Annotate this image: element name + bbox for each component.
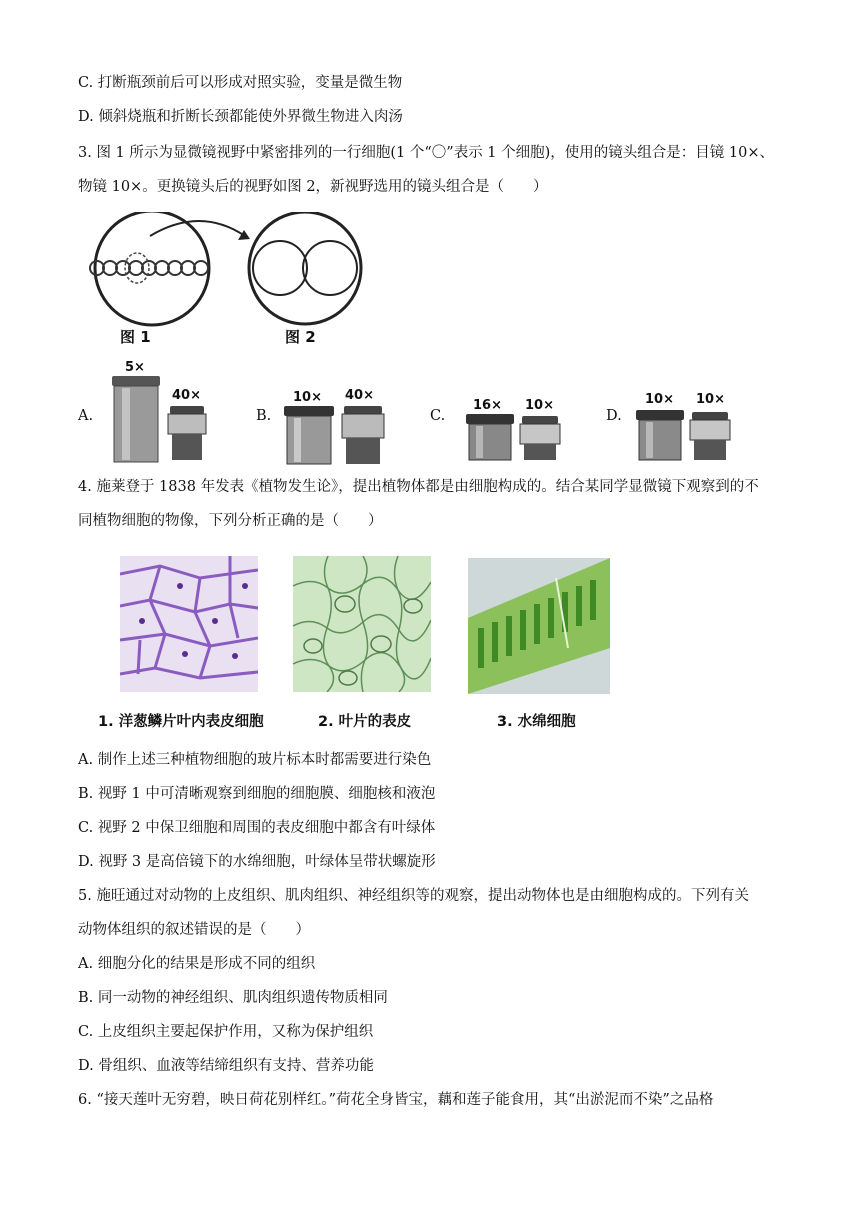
- q4-option-b: B. 视野 1 中可清晰观察到细胞的细胞膜、细胞核和液泡: [78, 786, 436, 802]
- enlarged-cell-right: [303, 241, 357, 295]
- q4-option-d: D. 视野 3 是高倍镜下的水绵细胞，叶绿体呈带状螺旋形: [78, 854, 436, 870]
- option-d-letter: D.: [606, 408, 622, 424]
- eyepiece-icon: [469, 424, 511, 460]
- option-b-eyepiece-label: 10×: [293, 390, 322, 405]
- q5-stem-line2: 动物体组织的叙述错误的是（ ）: [78, 922, 310, 938]
- figure-2-caption: 图 2: [285, 328, 316, 346]
- eyepiece-icon: [639, 420, 681, 460]
- q2-option-c: C. 打断瓶颈前后可以形成对照实验，变量是微生物: [78, 75, 403, 91]
- onion-epidermis-micrograph: [120, 556, 258, 692]
- q4-option-c: C. 视野 2 中保卫细胞和周围的表皮细胞中都含有叶绿体: [78, 820, 436, 836]
- option-c-lens-pair: [466, 414, 566, 466]
- leaf-epidermis-micrograph: [293, 556, 431, 692]
- option-b-objective-label: 40×: [345, 388, 374, 403]
- option-d-lens-pair: [636, 410, 736, 466]
- eyepiece-cap: [112, 376, 160, 386]
- eyepiece-cap: [636, 410, 684, 420]
- q5-stem-line1: 5. 施旺通过对动物的上皮组织、肌肉组织、神经组织等的观察，提出动物体也是由细胞构成的。下列有关: [78, 888, 749, 904]
- q5-option-b: B. 同一动物的神经组织、肌肉组织遗传物质相同: [78, 990, 388, 1006]
- q4-stem-line1: 4. 施莱登于 1838 年发表《植物发生论》，提出植物体都是由细胞构成的。结合某同学显微镜下观察到的不: [78, 479, 759, 495]
- objective-icon: [520, 424, 560, 444]
- eyepiece-cap: [284, 406, 334, 416]
- objective-icon: [690, 420, 730, 440]
- option-c-objective-label: 10×: [525, 398, 554, 413]
- objective-icon: [342, 414, 384, 438]
- field-of-view-1: [95, 212, 209, 325]
- spirogyra-micrograph: [468, 558, 610, 694]
- spirogyra-drawing: [468, 558, 610, 694]
- onion-cells-drawing: [120, 556, 258, 692]
- q5-option-c: C. 上皮组织主要起保护作用，又称为保护组织: [78, 1024, 374, 1040]
- q3-stem-line2: 物镜 10×。更换镜头后的视野如图 2，新视野选用的镜头组合是（ ）: [78, 179, 548, 195]
- option-c-eyepiece-label: 16×: [473, 398, 502, 413]
- option-a-letter: A.: [78, 408, 94, 424]
- q6-stem-line1: 6. “接天莲叶无穷碧，映日荷花别样红。”荷花全身皆宝，藕和莲子能食用，其“出淤泥而不染”之品格: [78, 1092, 714, 1108]
- option-a-lens-pair: [108, 376, 208, 466]
- q2-option-d: D. 倾斜烧瓶和折断长颈都能使外界微生物进入肉汤: [78, 109, 403, 125]
- q5-option-a: A. 细胞分化的结果是形成不同的组织: [78, 956, 316, 972]
- option-d-eyepiece-label: 10×: [645, 392, 674, 407]
- option-d-objective-label: 10×: [696, 392, 725, 407]
- eyepiece-icon: [114, 386, 158, 462]
- option-c-letter: C.: [430, 408, 446, 424]
- q3-stem-line1: 3. 图 1 所示为显微镜视野中紧密排列的一行细胞(1 个“〇”表示 1 个细胞)，使用的镜头组合是：目镜 10×、: [78, 145, 775, 161]
- option-a-eyepiece-label: 5×: [125, 360, 145, 375]
- micrograph-2-caption: 2. 叶片的表皮: [318, 714, 412, 730]
- q5-option-d: D. 骨组织、血液等结缔组织有支持、营养功能: [78, 1058, 374, 1074]
- q4-option-a: A. 制作上述三种植物细胞的玻片标本时都需要进行染色: [78, 752, 432, 768]
- micrograph-3-caption: 3. 水绵细胞: [497, 714, 576, 730]
- arrow-head: [238, 230, 250, 240]
- micrograph-1-caption: 1. 洋葱鳞片叶内表皮细胞: [98, 714, 264, 730]
- eyepiece-icon: [287, 416, 331, 464]
- option-b-letter: B.: [256, 408, 272, 424]
- leaf-cells-drawing: [293, 556, 431, 692]
- option-a-objective-label: 40×: [172, 388, 201, 403]
- figure-1-caption: 图 1: [120, 328, 151, 346]
- q4-stem-line2: 同植物细胞的物像，下列分析正确的是（ ）: [78, 513, 383, 529]
- objective-icon: [168, 414, 206, 434]
- option-b-lens-pair: [284, 406, 389, 468]
- enlarged-cell-left: [253, 241, 307, 295]
- field-of-view-2: [249, 212, 361, 324]
- eyepiece-cap: [466, 414, 514, 424]
